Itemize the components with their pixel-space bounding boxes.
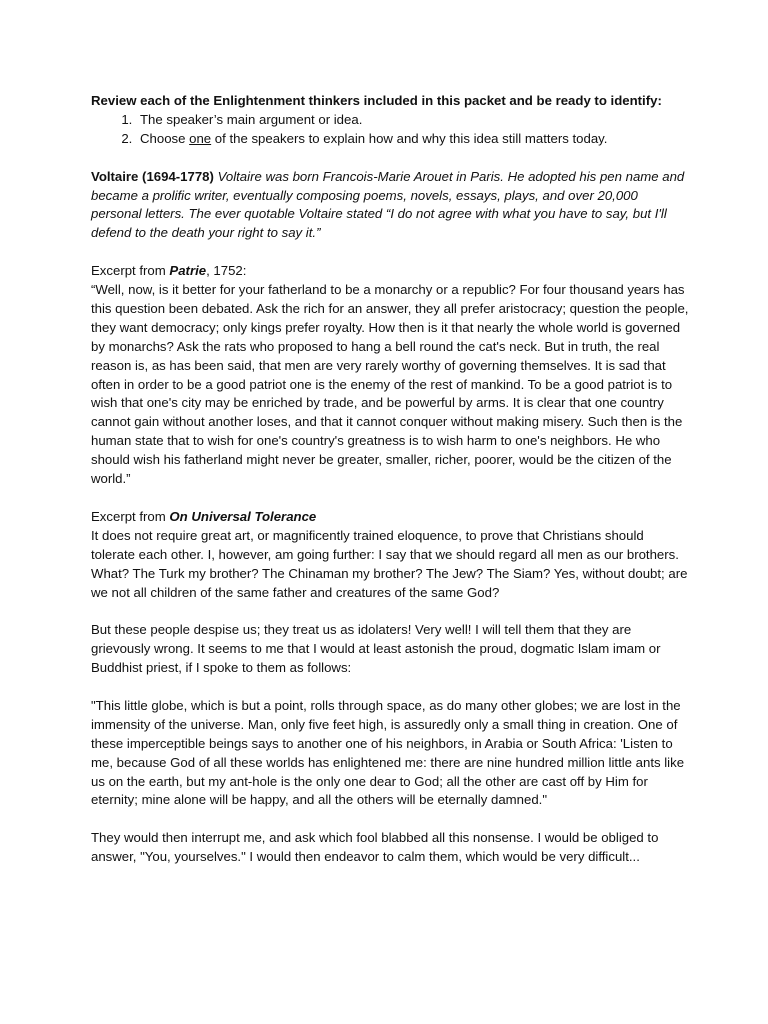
patrie-title: Patrie xyxy=(169,263,207,279)
instruction-item-1 xyxy=(136,111,691,130)
tolerance-paragraph-2: But these people despise us; they treat us as idolaters! Very well! I will tell them that they are grievously wrong. It seems to me that I would at least astonish the proud, dogmatic Islam imam or Buddhist priest, if I spoke to them as follows: xyxy=(91,622,661,676)
tolerance-paragraph-1: It does not require great art, or magnificently trained eloquence, to prove that Christians should tolerate each other. I, however, am going further: I say that we should regard all men as our brothers. What? The Turk my brother? The Chinaman my brother? The Jew? The Siam? Yes, without doubt; are we not all children of the same father and creatures of the same God? xyxy=(91,527,688,600)
tolerance-paragraph-3: "This little globe, which is but a point, rolls through space, as do many other globes; we are lost in the immensity of the universe. Man, only five feet high, is assuredly only a small thing in creation. One of these imperceptible beings says to another one of his neighbors, in Arabia or South Africa: 'Listen to me, because God of all these worlds has enlightened me: there are nine hundred million little ants like us on the earth, but my ant-hole is the only one dear to God; all the other are cast off by Him for eternity; mine alone will be happy, and all the others will be eternally damned." xyxy=(91,697,685,808)
tolerance-excerpt-heading xyxy=(91,508,691,527)
instructions-list xyxy=(91,111,691,149)
document-page xyxy=(91,92,691,867)
voltaire-bio-paragraph xyxy=(91,168,691,244)
instruction-item-2 xyxy=(136,130,691,149)
tolerance-prefix: Excerpt from xyxy=(91,508,170,524)
tolerance-paragraph-4: They would then interrupt me, and ask which fool blabbed all this nonsense. I would be obliged to answer, "You, yourselves." I would then endeavor to calm them, which would be very difficult... xyxy=(91,830,659,865)
instructions-heading: Review each of the Enlightenment thinkers included in this packet and be ready to identify: xyxy=(91,93,662,108)
instruction-item-2-pre: Choose xyxy=(140,130,190,146)
patrie-excerpt-heading xyxy=(91,262,691,281)
patrie-suffix: , 1752: xyxy=(206,263,247,279)
voltaire-bio-text: Voltaire was born Francois-Marie Arouet in Paris. He adopted his pen name and became a prolific writer, eventually composing poems, novels, essays, plays, and over 20,000 personal letters. The ever quotable Voltaire stated “I do not agree with what you have to say, but I'll defend to the death your right to say it.” xyxy=(91,168,685,241)
patrie-prefix: Excerpt from xyxy=(91,263,170,279)
instruction-item-1-text: The speaker’s main argument or idea. xyxy=(140,111,363,127)
instruction-item-2-underlined: one xyxy=(189,130,212,146)
tolerance-title: On Universal Tolerance xyxy=(169,508,317,524)
instruction-item-2-post: of the speakers to explain how and why this idea still matters today. xyxy=(211,130,608,146)
voltaire-name-dates: Voltaire (1694-1778) xyxy=(91,168,214,184)
patrie-excerpt-body: “Well, now, is it better for your fatherland to be a monarchy or a republic? For four thousand years has this question been debated. Ask the rich for an answer, they all prefer aristocracy; question the people, they want democracy; only kings prefer royalty. How then is it that nearly the whole world is governed by monarchs? Ask the rats who proposed to hang a bell round the cat's neck. But in truth, the real reason is, as has been said, that men are very rarely worthy of governing themselves. It is sad that often in order to be a good patriot one is the enemy of the rest of mankind. To be a good patriot is to wish that one's city may be enriched by trade, and be powerful by arms. It is clear that one country cannot gain without another loses, and that it cannot conquer without making misery. Such then is the human state that to wish for one's country's greatness is to wish harm to one's neighbors. He who should wish his fatherland might never be greater, smaller, richer, poorer, would be the citizen of the world.” xyxy=(91,282,689,487)
